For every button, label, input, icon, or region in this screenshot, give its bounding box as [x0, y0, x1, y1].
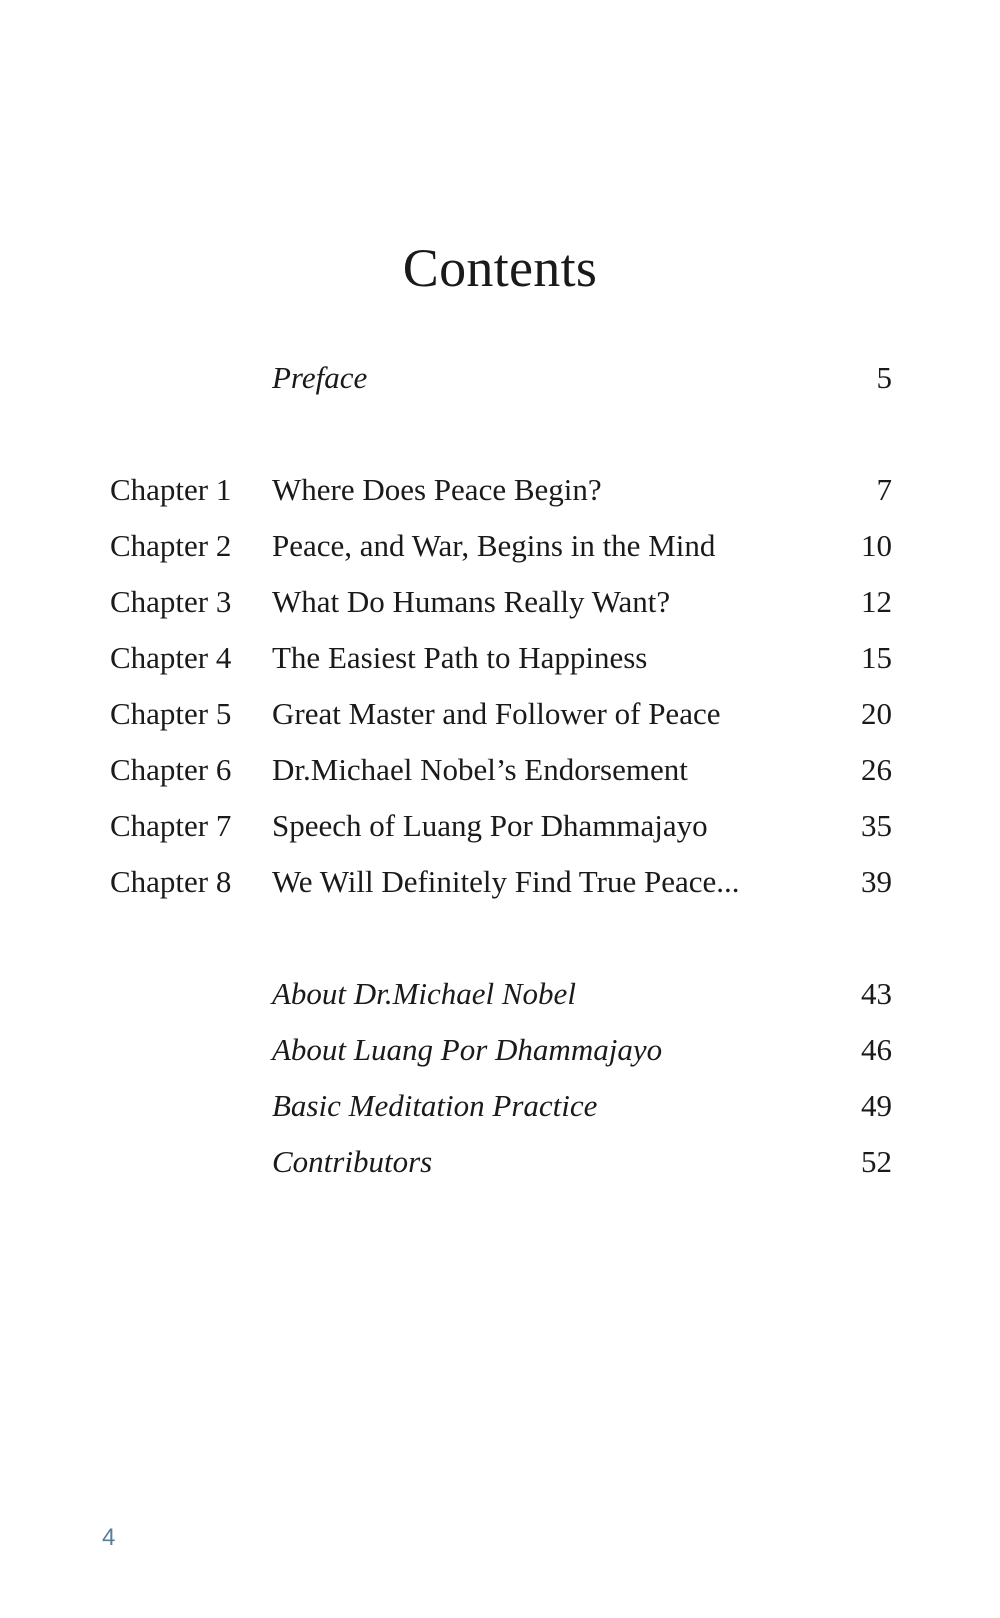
- toc-entry-chapter: [0, 804, 1000, 848]
- entry-page-number: 7: [876, 472, 892, 507]
- entry-name: What Do Humans Really Want?: [272, 584, 671, 619]
- chapter-label: Chapter 4: [110, 640, 232, 675]
- toc-entry-chapter: [0, 524, 1000, 568]
- chapter-label: Chapter 2: [110, 528, 232, 563]
- chapter-label: Chapter 3: [110, 584, 232, 619]
- chapter-label: Chapter 7: [110, 808, 232, 843]
- chapter-label: Chapter 6: [110, 752, 232, 787]
- chapter-label: Chapter 1: [110, 472, 232, 507]
- entry-name: The Easiest Path to Happiness: [272, 640, 648, 675]
- entry-page-number: 49: [861, 1088, 892, 1123]
- entry-page-number: 20: [861, 696, 892, 731]
- entry-page-number: 15: [861, 640, 892, 675]
- toc-entry-chapter: [0, 860, 1000, 904]
- chapter-label: Chapter 5: [110, 696, 232, 731]
- entry-name: Speech of Luang Por Dhammajayo: [272, 808, 708, 843]
- entry-page-number: 43: [861, 976, 892, 1011]
- entry-name: Where Does Peace Begin?: [272, 472, 602, 507]
- toc-entry-appendix: [0, 1084, 1000, 1128]
- entry-page-number: 46: [861, 1032, 892, 1067]
- entry-page-number: 39: [861, 864, 892, 899]
- toc-entry-chapter: [0, 580, 1000, 624]
- chapter-label: Chapter 8: [110, 864, 232, 899]
- entry-name: We Will Definitely Find True Peace...: [272, 864, 740, 899]
- toc-entry-chapter: [0, 636, 1000, 680]
- toc-entry-appendix: [0, 1140, 1000, 1184]
- entry-name: Dr.Michael Nobel’s Endorsement: [272, 752, 688, 787]
- entry-name: Contributors: [272, 1144, 433, 1179]
- toc-entry-chapter: [0, 468, 1000, 512]
- entry-page-number: 26: [861, 752, 892, 787]
- entry-name: Peace, and War, Begins in the Mind: [272, 528, 716, 563]
- entry-page-number: 52: [861, 1144, 892, 1179]
- entry-page-number: 10: [861, 528, 892, 563]
- entry-name: About Dr.Michael Nobel: [272, 976, 576, 1011]
- toc-entry-appendix: [0, 972, 1000, 1016]
- toc-entry-chapter: [0, 748, 1000, 792]
- toc-entry-chapter: [0, 692, 1000, 736]
- entry-page-number: 35: [861, 808, 892, 843]
- page-number: 4: [102, 1524, 116, 1551]
- entry-page-number: 12: [861, 584, 892, 619]
- toc-entry-preface: [0, 356, 1000, 400]
- entry-page-number: 5: [876, 360, 892, 395]
- entry-name: Preface: [272, 360, 368, 395]
- toc-entry-appendix: [0, 1028, 1000, 1072]
- entry-name: About Luang Por Dhammajayo: [272, 1032, 663, 1067]
- entry-name: Basic Meditation Practice: [272, 1088, 598, 1123]
- entry-name: Great Master and Follower of Peace: [272, 696, 721, 731]
- page-title: Contents: [402, 238, 598, 298]
